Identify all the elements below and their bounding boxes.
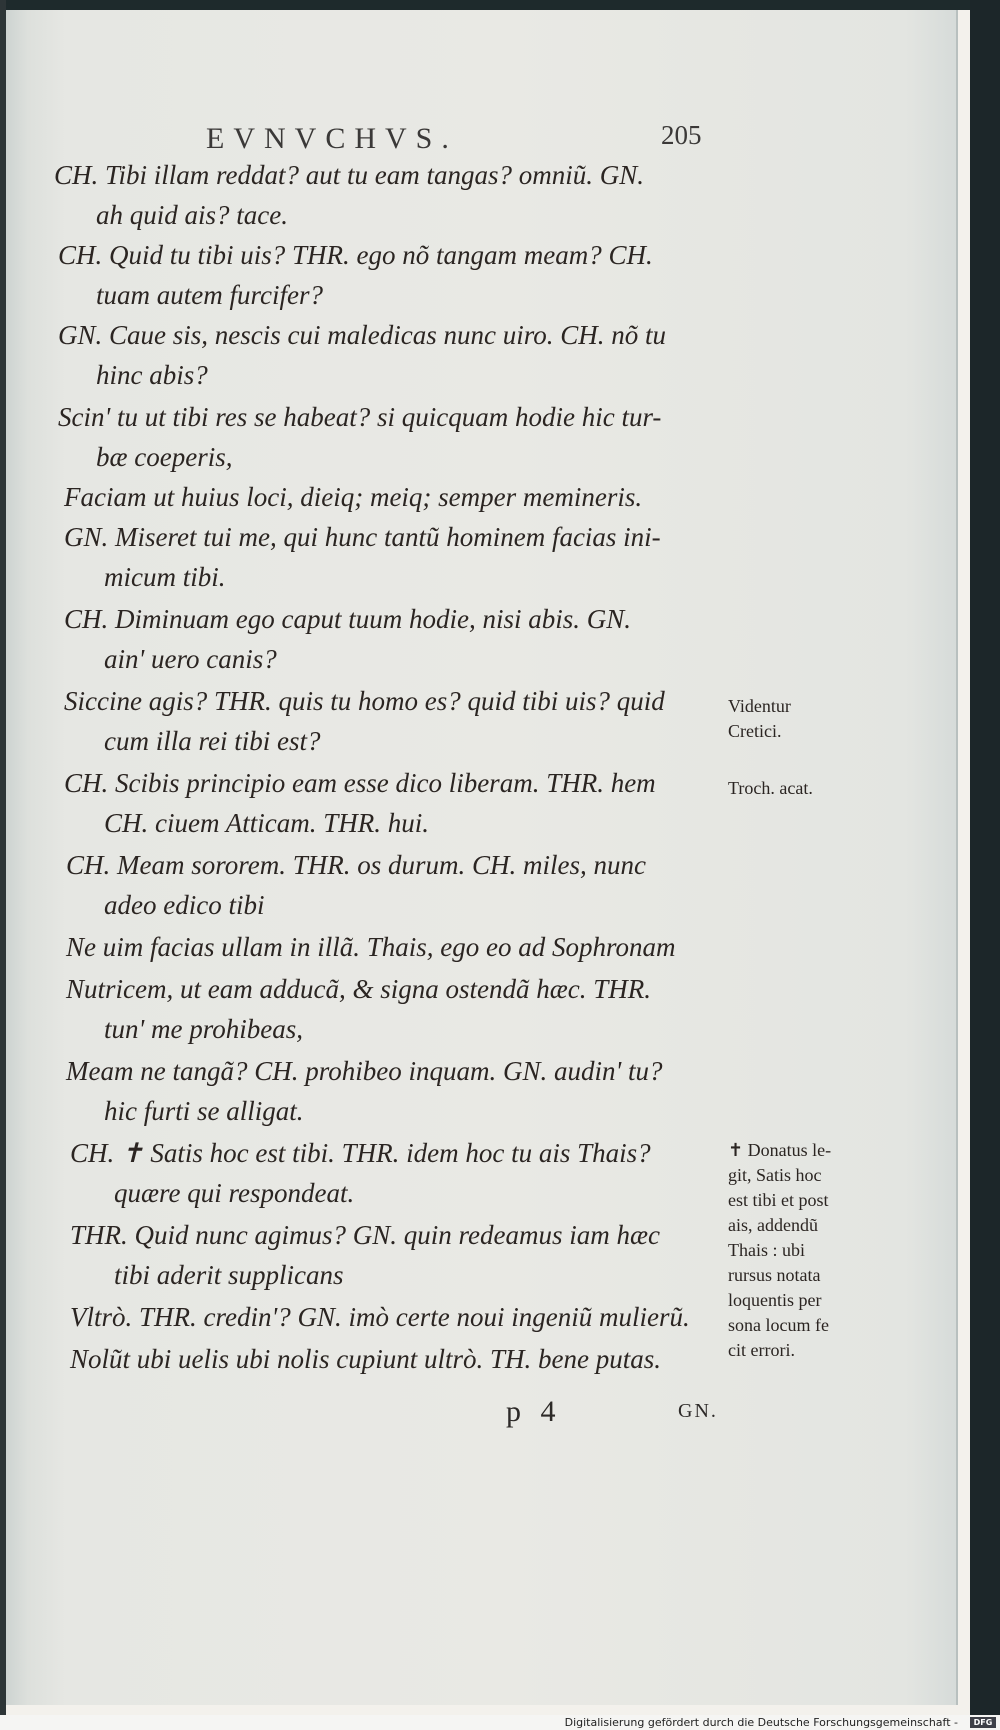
text-line: Scin' tu ut tibi res se habeat? si quicquam hodie hic tur- [58, 402, 662, 432]
funding-credit: Digitalisierung gefördert durch die Deutsche Forschungsgemeinschaft - [564, 1716, 958, 1729]
margin-note-videntur: Videntur Cretici. [728, 696, 791, 741]
text-line: hinc abis? [96, 360, 208, 390]
text-line: Nolũt ubi uelis ubi nolis cupiunt ultrò. TH. bene putas. [70, 1344, 662, 1374]
text-line: quære qui respondeat. [114, 1178, 355, 1208]
running-title: EVNVCHVS. [206, 122, 458, 155]
text-line: CH. Meam sororem. THR. os durum. CH. miles, nunc [66, 850, 646, 880]
text-line: CH. Scibis principio eam esse dico liberam. THR. hem [64, 768, 656, 798]
text-line: Siccine agis? THR. quis tu homo es? quid tibi uis? quid [64, 686, 665, 716]
text-line: Meam ne tangã? CH. prohibeo inquam. GN. audin' tu? [66, 1056, 663, 1086]
catchword: GN. [678, 1400, 718, 1422]
text-line: CH. ✝ Satis hoc est tibi. THR. idem hoc tu ais Thais? [70, 1138, 651, 1168]
text-line: bæ coeperis, [96, 442, 233, 472]
book-page [6, 10, 958, 1705]
text-line: micum tibi. [104, 562, 226, 592]
page-number: 205 [661, 120, 702, 150]
text-line: adeo edico tibi [104, 890, 265, 920]
text-line: GN. Caue sis, nescis cui maledicas nunc uiro. CH. nõ tu [58, 320, 666, 350]
text-line: Ne uim facias ullam in illã. Thais, ego eo ad Sophronam [66, 932, 676, 962]
text-line: CH. Quid tu tibi uis? THR. ego nõ tangam meam? CH. [58, 240, 653, 270]
text-line: Vltrò. THR. credin'? GN. imò certe noui ingeniũ mulierũ. [70, 1302, 690, 1332]
text-line: CH. Diminuam ego caput tuum hodie, nisi abis. GN. [64, 604, 631, 634]
text-line: CH. ciuem Atticam. THR. hui. [104, 808, 429, 838]
text-line: THR. Quid nunc agimus? GN. quin redeamus iam hæc [70, 1220, 660, 1250]
text-line: GN. Miseret tui me, qui hunc tantũ hominem facias ini- [64, 522, 661, 552]
margin-note-troch: Troch. acat. [728, 778, 813, 798]
text-line: Nutricem, ut eam adducã, & signa ostendã hæc. THR. [66, 974, 651, 1004]
margin-note-donatus: ✝ Donatus le- git, Satis hoc est tibi et post ais, addendũ Thais : ubi rursus notata loquentis per sona locum fe cit errori. [728, 1140, 832, 1360]
text-line: tun' me prohibeas, [104, 1014, 304, 1044]
text-line: ain' uero canis? [104, 644, 277, 674]
signature-mark: p 4 [506, 1395, 562, 1428]
scan-frame-right [970, 0, 1000, 1715]
text-line: ah quid ais? tace. [96, 200, 288, 230]
text-line: Faciam ut huius loci, dieiq; meiq; semper memineris. [64, 482, 643, 512]
digitization-footer [0, 1715, 1000, 1730]
scan-frame-top [0, 0, 1000, 10]
text-line: CH. Tibi illam reddat? aut tu eam tangas? omniũ. GN. [54, 160, 645, 190]
text-line: tibi aderit supplicans [114, 1260, 344, 1290]
text-line: cum illa rei tibi est? [104, 726, 321, 756]
dfg-logo: DFG [970, 1717, 996, 1728]
text-line: hic furti se alligat. [104, 1096, 304, 1126]
text-line: tuam autem furcifer? [96, 280, 323, 310]
